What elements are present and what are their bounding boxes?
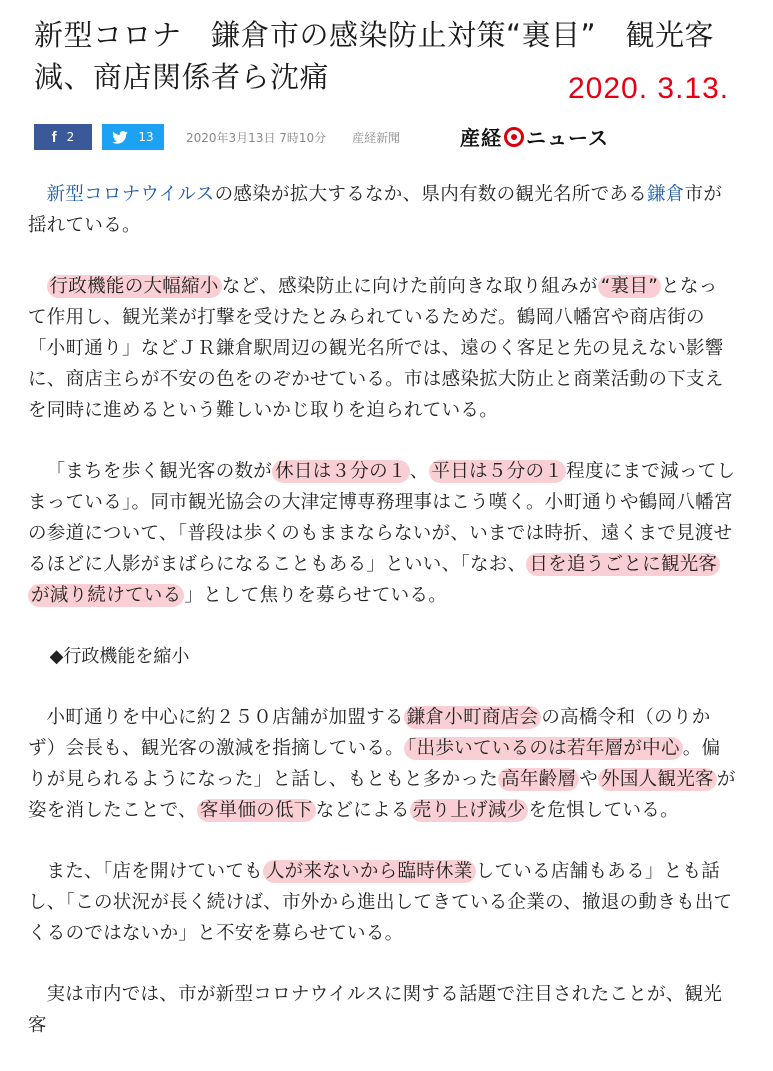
text: 」として焦りを募らせている。: [184, 585, 448, 606]
twitter-icon: [112, 131, 128, 144]
text: となって作用し、観光業が打撃を受けたとみられているためだ。鶴岡八幡宮や商店街の「小町通り」などＪＲ鎌倉駅周辺の観光名所では、遠のく客足と先の見えない影響に、商店主らが不安の色をのぞかせている。市は感染拡大防止と商業活動の下支えを同時に進めるという難しいかじ取りを迫られている。: [28, 276, 724, 421]
highlight-elderly: 高年齢層: [498, 768, 579, 791]
highlight-unit-price-drop: 客単価の低下: [197, 799, 316, 822]
date-stamp: 2020. 3.13.: [568, 72, 730, 105]
text: などによる: [315, 800, 410, 821]
text: が姿を消したことで、: [28, 769, 736, 821]
share-bar: [34, 124, 426, 150]
link-new-coronavirus[interactable]: 新型コロナウイルス: [46, 184, 215, 205]
section-subheading: ◆行政機能を縮小: [49, 646, 190, 667]
text: など、感染防止に向けた前向きな取り組みが: [221, 276, 598, 297]
highlight-temporary-closure: 人が来ないから臨時休業: [263, 860, 476, 883]
text: 程度にまで減ってしまっている」。同市観光協会の大津定博専務理事はこう嘆く。小町通りや鶴岡八幡宮の参道について、「普段は歩くのもままならないが、いまでは時折、遠くまで見渡せるほどに人影がまばらになることもある」といい、「なお、: [28, 461, 736, 575]
highlight-backfire: “裏目”: [598, 275, 661, 298]
highlight-holiday-third: 休日は３分の１: [272, 460, 410, 483]
highlight-weekday-fifth: 平日は５分の１: [429, 460, 567, 483]
news-source: 産経新聞: [352, 130, 401, 145]
article-paragraph-3: [28, 456, 736, 611]
facebook-share-button[interactable]: [34, 124, 92, 150]
link-kamakura[interactable]: 鎌倉: [647, 184, 685, 205]
sankei-logo-icon: [504, 127, 524, 147]
twitter-share-button[interactable]: [102, 124, 164, 150]
facebook-icon: f: [51, 128, 57, 146]
text: 市が揺れている。: [28, 184, 723, 236]
text: 小町通りを中心に約２５０店舗が加盟する: [46, 707, 404, 728]
text: 、: [409, 461, 429, 482]
text: また、「店を開けていても: [46, 861, 263, 882]
text: 。偏りが見られるようになった」と話し、もともと多かった: [28, 738, 721, 790]
highlight-foreign-tourists: 外国人観光客: [598, 768, 717, 791]
sankei-news-logo[interactable]: [460, 122, 609, 151]
article-headline: 新型コロナ 鎌倉市の感染防止対策“裏目” 観光客減、商店関係者ら沈痛: [34, 18, 715, 94]
text: している店舗もある」とも話し、「この状況が長く続けば、市外から進出してきている企業の、撤退の動きも出てくるのではないか」と不安を募らせている。: [28, 861, 733, 944]
text: の感染が拡大するなか、県内有数の観光名所である: [214, 184, 647, 205]
text: を危惧している。: [528, 800, 679, 821]
article-paragraph-4: [28, 702, 736, 826]
text: の高橋令和（のりかず）会長も、観光客の激減を指摘している。: [28, 707, 711, 759]
article-body: [28, 179, 736, 1071]
highlight-komachi-association: 鎌倉小町商店会: [404, 706, 542, 729]
article-paragraph-1: [28, 179, 736, 241]
highlight-sales-decrease: 売り上げ減少: [410, 799, 529, 822]
highlight-young-people: 「出歩いているのは若年層が中心: [404, 737, 683, 760]
article-paragraph-2: [28, 271, 736, 426]
highlight-administrative-reduction: 行政機能の大幅縮小: [47, 275, 222, 298]
highlight-visitors-decreasing: 日を追うごとに観光客が減り続けている: [28, 553, 720, 607]
publish-datetime: 2020年3月13日 7時10分: [186, 130, 327, 145]
text: や: [579, 769, 599, 790]
twitter-share-count: 13: [138, 130, 154, 144]
text: 「まちを歩く観光客の数が: [46, 461, 273, 482]
facebook-share-count: 2: [66, 130, 75, 144]
article-paragraph-5: [28, 856, 736, 949]
brand-name-right: ニュース: [526, 126, 609, 150]
brand-name-left: 産経: [460, 126, 502, 150]
article-paragraph-6: 実は市内では、市が新型コロナウイルスに関する話題で注目されたことが、観光客: [28, 984, 723, 1036]
